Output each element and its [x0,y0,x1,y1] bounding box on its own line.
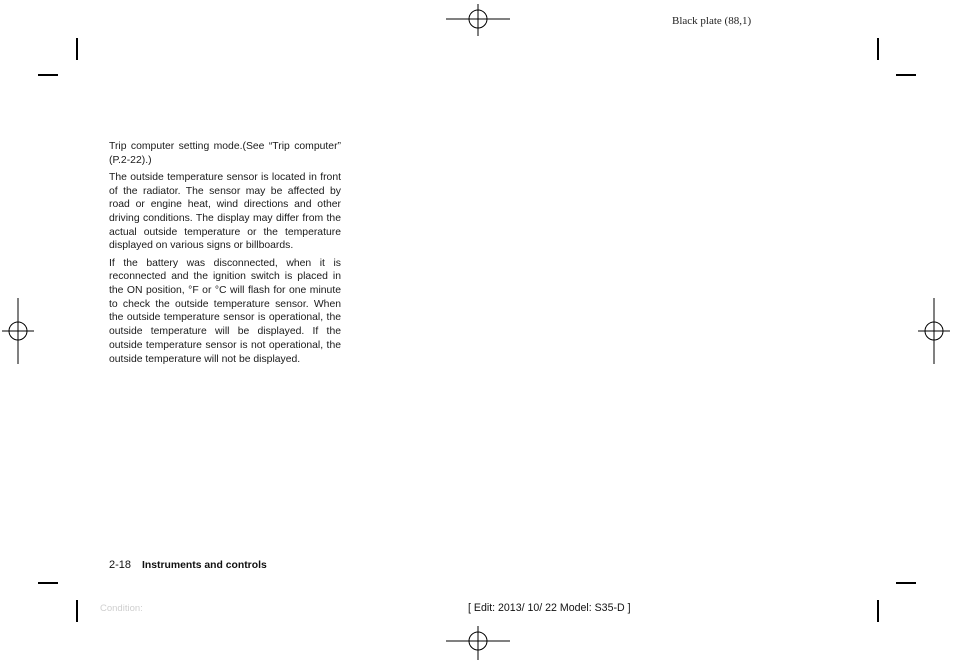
plate-label: Black plate (88,1) [672,15,752,27]
crop-mark-top-left-vertical [76,38,78,60]
edit-info: [ Edit: 2013/ 10/ 22 Model: S35-D ] [468,602,631,614]
crop-mark-bottom-right-vertical [877,600,879,622]
paragraph-battery-disconnected: If the battery was disconnected, when it is reconnected and the ignition switch is placed in the ON position, °F or °C will flash for one minute to check the outside temperature sensor. When the outside temperature sensor is operational, the outside temperature will be displayed. If the outside temperature sensor is not operational, the outside temperature will not be displayed. [109,257,341,365]
registration-mark-bottom [446,626,510,660]
section-title: Instruments and controls [142,560,267,571]
registration-mark-right [918,298,950,364]
body-text [109,140,341,370]
paragraph-sensor-location: The outside temperature sensor is located in front of the radiator. The sensor may be affected by road or engine heat, wind directions and other driving conditions. The display may differ from the actual outside temperature or the temperature displayed on various signs or billboards. [109,171,341,252]
crop-mark-bottom-left-horizontal [38,582,58,584]
page-number: 2-18 [109,559,132,571]
crop-mark-top-right-vertical [877,38,879,60]
crop-mark-top-left-horizontal [38,74,58,76]
page-footer [109,559,267,571]
registration-mark-top [446,4,510,36]
crop-mark-bottom-left-vertical [76,600,78,622]
registration-mark-left [2,298,34,364]
condition-label: Condition: [100,603,143,614]
paragraph-trip-computer: Trip computer setting mode.(See “Trip computer” (P.2-22).) [109,141,341,166]
crop-mark-bottom-right-horizontal [896,582,916,584]
crop-mark-top-right-horizontal [896,74,916,76]
